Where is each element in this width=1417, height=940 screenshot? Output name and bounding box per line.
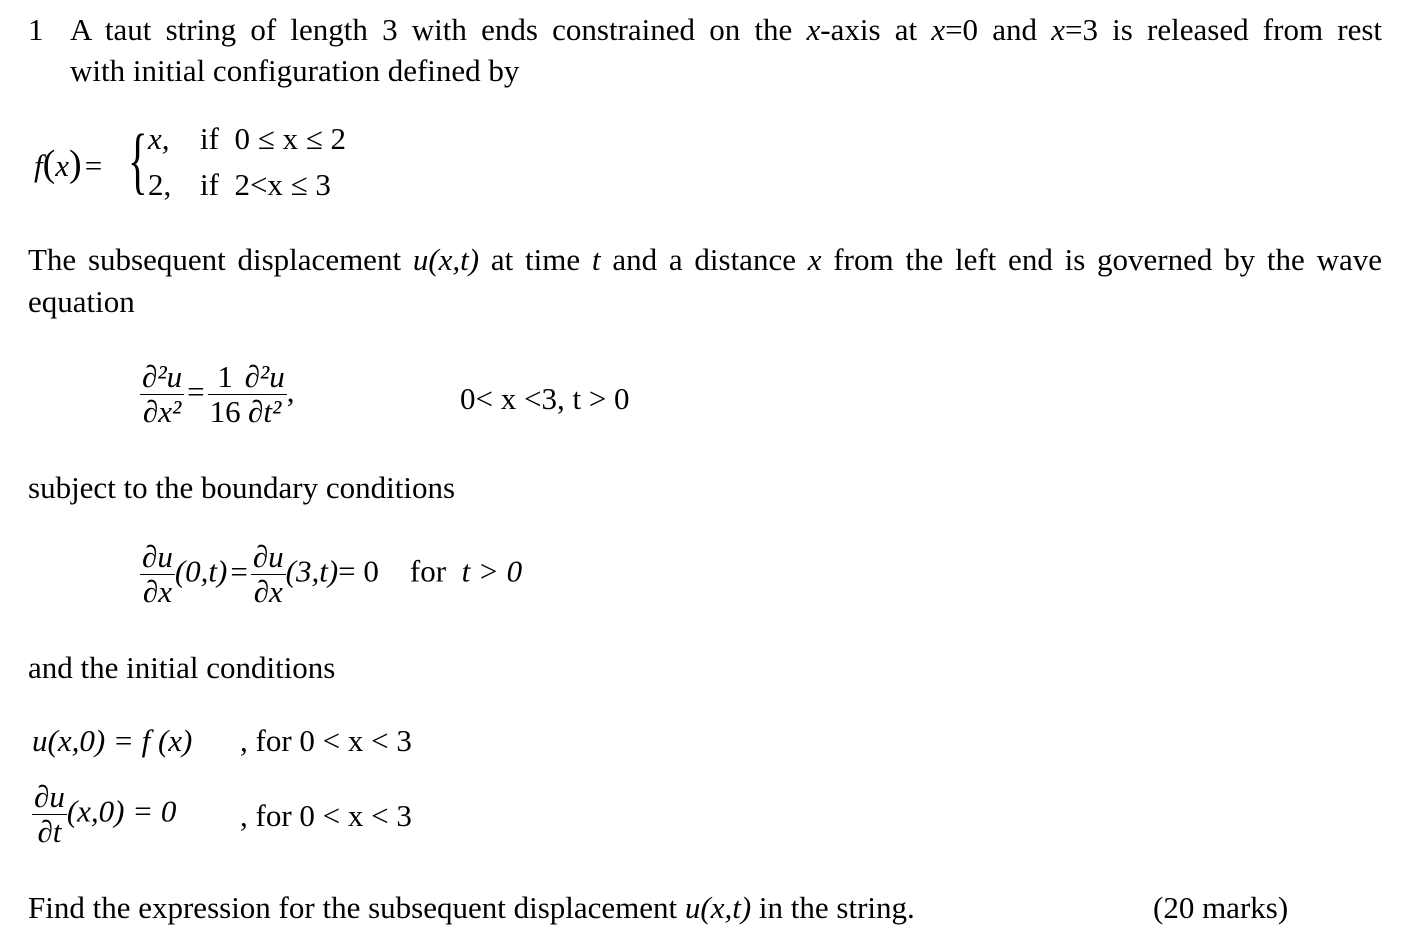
wave-rhs-fraction: $\frac{\text{∂²u}}{\text{∂t²}}$ [244, 359, 285, 429]
question-line-2: with initial configuration defined by [70, 53, 520, 88]
wave-paragraph-line-1: The subsequent displacement u(x,t) at time t and a distance x from the left end is governed by the wave [28, 242, 1382, 277]
initial-condition-2-domain: , for 0 < x < 3 [240, 798, 412, 833]
wave-coef-fraction: $\frac{1}{16}$ [209, 359, 241, 429]
wave-paragraph-line-2: equation [28, 284, 135, 319]
piecewise-brace: { [128, 120, 148, 202]
bc-fraction-1: $\frac{\partial u}{\partial x}$ [142, 539, 173, 609]
boundary-paragraph: subject to the boundary conditions [28, 470, 456, 505]
wave-domain: 0< x <3, t > 0 [460, 381, 630, 416]
piecewise-case-1-cond: if 0 ≤ x ≤ 2 [200, 121, 346, 156]
piecewise-case-2: 2, [148, 167, 172, 202]
bc-fraction-2: $\frac{\partial u}{\partial x}$ [252, 539, 284, 609]
marks-label: (20 marks) [1153, 890, 1289, 925]
piecewise-case-1: x, [148, 121, 170, 156]
piecewise-case-2-cond: if 2<x ≤ 3 [200, 167, 331, 202]
ic-fraction: $\frac{\partial u}{\partial t}$ [34, 779, 65, 849]
initial-paragraph: and the initial conditions [28, 650, 336, 685]
question-number: 1 [28, 12, 44, 47]
piecewise-lhs: f(x)= [34, 143, 103, 185]
initial-condition-1: u(x,0) = f (x) [32, 723, 193, 758]
final-instruction: Find the expression for the subsequent displacement u(x,t) in the string. [28, 890, 915, 925]
question-line-1: A taut string of length 3 with ends constrained on the x-axis at x=0 and x=3 is released from rest [70, 12, 1383, 47]
wave-equation: $\frac{\text{∂²u}}{\text{∂x²}}$ = $\frac{1}{16}$ $\frac{\text{∂²u}}{\text{∂t²}}$ , [142, 359, 295, 429]
initial-condition-1-domain: , for 0 < x < 3 [240, 723, 412, 758]
wave-lhs-fraction: $\frac{\text{∂²u}}{\text{∂x²}}$ [142, 359, 183, 429]
initial-condition-2: $\frac{\partial u}{\partial t}$ (x,0) = 0 [34, 779, 177, 849]
boundary-condition: $\frac{\partial u}{\partial x}$ (0,t)= $\frac{\partial u}{\partial x}$ (3,t)= 0 for t > 0 [142, 539, 523, 609]
